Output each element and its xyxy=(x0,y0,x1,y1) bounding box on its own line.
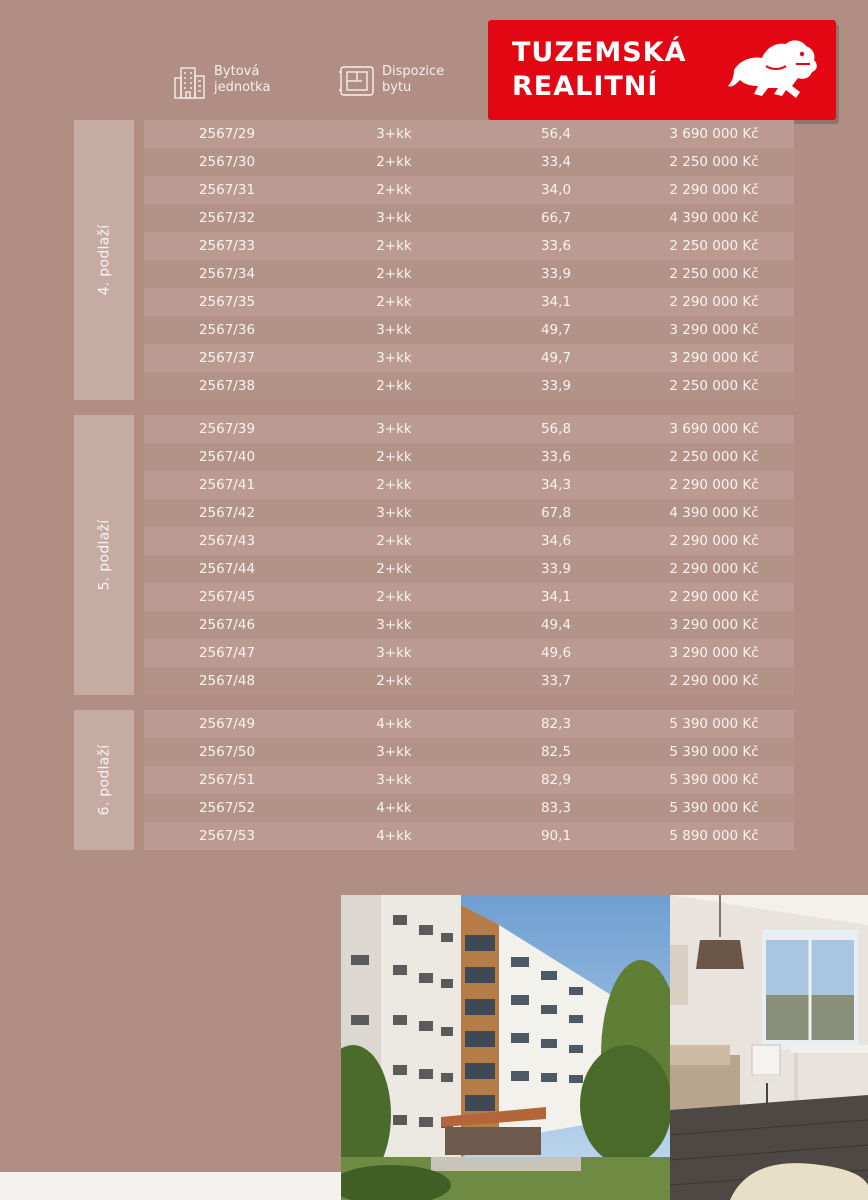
unit-cell: 2567/32 xyxy=(198,210,256,226)
area-cell: 33,4 xyxy=(540,154,572,170)
price-cell: 2 290 000 Kč xyxy=(669,477,759,493)
layout-cell: 3+kk xyxy=(376,210,412,226)
layout-cell: 2+kk xyxy=(376,154,412,170)
price-cell: 3 290 000 Kč xyxy=(669,645,759,661)
layout-cell: 3+kk xyxy=(376,350,412,366)
unit-cell: 2567/39 xyxy=(198,421,256,437)
price-cell: 2 250 000 Kč xyxy=(669,238,759,254)
layout-cell: 4+kk xyxy=(376,716,412,732)
disposition-header-line1: Dispozice xyxy=(382,64,445,79)
layout-cell: 4+kk xyxy=(376,800,412,816)
area-cell: 82,3 xyxy=(540,716,572,732)
table-row[interactable] xyxy=(144,344,794,372)
layout-cell: 2+kk xyxy=(376,294,412,310)
layout-cell: 3+kk xyxy=(376,126,412,142)
table-row[interactable] xyxy=(144,794,794,822)
unit-cell: 2567/47 xyxy=(198,645,256,661)
price-cell: 2 290 000 Kč xyxy=(669,589,759,605)
area-cell: 34,6 xyxy=(540,533,572,549)
building-exterior-image xyxy=(341,895,670,1200)
unit-cell: 2567/45 xyxy=(198,589,256,605)
layout-cell: 3+kk xyxy=(376,744,412,760)
floor-section-6 xyxy=(74,710,794,850)
unit-cell: 2567/51 xyxy=(198,772,256,788)
area-cell: 33,9 xyxy=(540,266,572,282)
unit-cell: 2567/37 xyxy=(198,350,256,366)
unit-table xyxy=(144,120,794,400)
area-cell: 34,3 xyxy=(540,477,572,493)
unit-cell: 2567/41 xyxy=(198,477,256,493)
layout-cell: 2+kk xyxy=(376,589,412,605)
table-row[interactable] xyxy=(144,583,794,611)
interior-image xyxy=(670,895,868,1200)
table-row[interactable] xyxy=(144,667,794,695)
lion-icon xyxy=(726,30,822,110)
price-cell: 3 290 000 Kč xyxy=(669,322,759,338)
unit-cell: 2567/44 xyxy=(198,561,256,577)
layout-cell: 2+kk xyxy=(376,182,412,198)
disposition-header-line2: bytu xyxy=(382,80,412,95)
table-row[interactable] xyxy=(144,120,794,148)
floor-label xyxy=(74,710,134,850)
unit-cell: 2567/38 xyxy=(198,378,256,394)
table-row[interactable] xyxy=(144,527,794,555)
table-row[interactable] xyxy=(144,316,794,344)
area-cell: 90,1 xyxy=(540,828,572,844)
layout-cell: 3+kk xyxy=(376,645,412,661)
column-header-unit xyxy=(172,64,270,100)
price-cell: 5 390 000 Kč xyxy=(669,716,759,732)
price-cell: 4 390 000 Kč xyxy=(669,210,759,226)
table-row[interactable] xyxy=(144,766,794,794)
unit-cell: 2567/31 xyxy=(198,182,256,198)
table-row[interactable] xyxy=(144,499,794,527)
area-cell: 34,1 xyxy=(540,589,572,605)
table-row[interactable] xyxy=(144,204,794,232)
price-cell: 5 390 000 Kč xyxy=(669,744,759,760)
unit-cell: 2567/36 xyxy=(198,322,256,338)
price-cell: 2 290 000 Kč xyxy=(669,673,759,689)
layout-cell: 2+kk xyxy=(376,378,412,394)
layout-cell: 3+kk xyxy=(376,421,412,437)
price-cell: 2 290 000 Kč xyxy=(669,561,759,577)
unit-table xyxy=(144,710,794,850)
unit-header-line1: Bytová xyxy=(214,64,260,79)
floor-label xyxy=(74,120,134,400)
area-cell: 56,8 xyxy=(540,421,572,437)
price-cell: 2 290 000 Kč xyxy=(669,294,759,310)
area-cell: 66,7 xyxy=(540,210,572,226)
area-cell: 67,8 xyxy=(540,505,572,521)
price-cell: 2 250 000 Kč xyxy=(669,154,759,170)
area-cell: 82,5 xyxy=(540,744,572,760)
floor-section-5 xyxy=(74,415,794,695)
unit-cell: 2567/35 xyxy=(198,294,256,310)
floor-plan-icon xyxy=(338,64,376,98)
unit-header-line2: jednotka xyxy=(214,80,271,95)
price-cell: 3 690 000 Kč xyxy=(669,126,759,142)
table-row[interactable] xyxy=(144,738,794,766)
floor-section-4 xyxy=(74,120,794,400)
unit-cell: 2567/53 xyxy=(198,828,256,844)
building-icon xyxy=(172,64,208,100)
table-row[interactable] xyxy=(144,822,794,850)
unit-cell: 2567/30 xyxy=(198,154,256,170)
price-cell: 3 290 000 Kč xyxy=(669,350,759,366)
layout-cell: 2+kk xyxy=(376,533,412,549)
unit-cell: 2567/49 xyxy=(198,716,256,732)
area-cell: 82,9 xyxy=(540,772,572,788)
layout-cell: 4+kk xyxy=(376,828,412,844)
price-cell: 2 250 000 Kč xyxy=(669,266,759,282)
layout-cell: 2+kk xyxy=(376,561,412,577)
layout-cell: 3+kk xyxy=(376,322,412,338)
table-row[interactable] xyxy=(144,288,794,316)
floor-label xyxy=(74,415,134,695)
area-cell: 34,0 xyxy=(540,182,572,198)
layout-cell: 2+kk xyxy=(376,673,412,689)
table-row[interactable] xyxy=(144,639,794,667)
price-cell: 4 390 000 Kč xyxy=(669,505,759,521)
unit-cell: 2567/40 xyxy=(198,449,256,465)
floor-label-text: 4. podlaží xyxy=(96,224,113,296)
price-cell: 2 290 000 Kč xyxy=(669,533,759,549)
unit-cell: 2567/43 xyxy=(198,533,256,549)
area-cell: 33,6 xyxy=(540,449,572,465)
area-cell: 49,6 xyxy=(540,645,572,661)
layout-cell: 2+kk xyxy=(376,266,412,282)
footer-strip xyxy=(0,1172,341,1200)
unit-cell: 2567/52 xyxy=(198,800,256,816)
area-cell: 56,4 xyxy=(540,126,572,142)
area-cell: 83,3 xyxy=(540,800,572,816)
unit-cell: 2567/42 xyxy=(198,505,256,521)
layout-cell: 2+kk xyxy=(376,477,412,493)
layout-cell: 3+kk xyxy=(376,772,412,788)
unit-cell: 2567/33 xyxy=(198,238,256,254)
table-row[interactable] xyxy=(144,611,794,639)
table-row[interactable] xyxy=(144,232,794,260)
company-logo xyxy=(488,20,836,120)
table-row[interactable] xyxy=(144,710,794,738)
table-row[interactable] xyxy=(144,260,794,288)
unit-cell: 2567/29 xyxy=(198,126,256,142)
area-cell: 34,1 xyxy=(540,294,572,310)
unit-cell: 2567/48 xyxy=(198,673,256,689)
price-cell: 3 290 000 Kč xyxy=(669,617,759,633)
table-row[interactable] xyxy=(144,415,794,443)
table-row[interactable] xyxy=(144,555,794,583)
price-cell: 5 390 000 Kč xyxy=(669,800,759,816)
logo-line2: REALITNÍ xyxy=(512,71,659,102)
price-cell: 5 890 000 Kč xyxy=(669,828,759,844)
area-cell: 49,7 xyxy=(540,350,572,366)
price-cell: 2 250 000 Kč xyxy=(669,378,759,394)
layout-cell: 3+kk xyxy=(376,505,412,521)
unit-cell: 2567/46 xyxy=(198,617,256,633)
layout-cell: 3+kk xyxy=(376,617,412,633)
table-row[interactable] xyxy=(144,148,794,176)
price-cell: 2 290 000 Kč xyxy=(669,182,759,198)
area-cell: 49,7 xyxy=(540,322,572,338)
logo-line1: TUZEMSKÁ xyxy=(512,37,687,68)
area-cell: 33,6 xyxy=(540,238,572,254)
table-row[interactable] xyxy=(144,176,794,204)
table-row[interactable] xyxy=(144,443,794,471)
area-cell: 33,9 xyxy=(540,378,572,394)
area-cell: 49,4 xyxy=(540,617,572,633)
price-cell: 2 250 000 Kč xyxy=(669,449,759,465)
unit-cell: 2567/50 xyxy=(198,744,256,760)
floor-label-text: 6. podlaží xyxy=(96,744,113,816)
price-cell: 3 690 000 Kč xyxy=(669,421,759,437)
column-header-disposition xyxy=(338,64,444,98)
table-row[interactable] xyxy=(144,372,794,400)
price-cell: 5 390 000 Kč xyxy=(669,772,759,788)
area-cell: 33,9 xyxy=(540,561,572,577)
area-cell: 33,7 xyxy=(540,673,572,689)
layout-cell: 2+kk xyxy=(376,449,412,465)
unit-cell: 2567/34 xyxy=(198,266,256,282)
floor-label-text: 5. podlaží xyxy=(96,519,113,591)
table-row[interactable] xyxy=(144,471,794,499)
layout-cell: 2+kk xyxy=(376,238,412,254)
unit-table xyxy=(144,415,794,695)
